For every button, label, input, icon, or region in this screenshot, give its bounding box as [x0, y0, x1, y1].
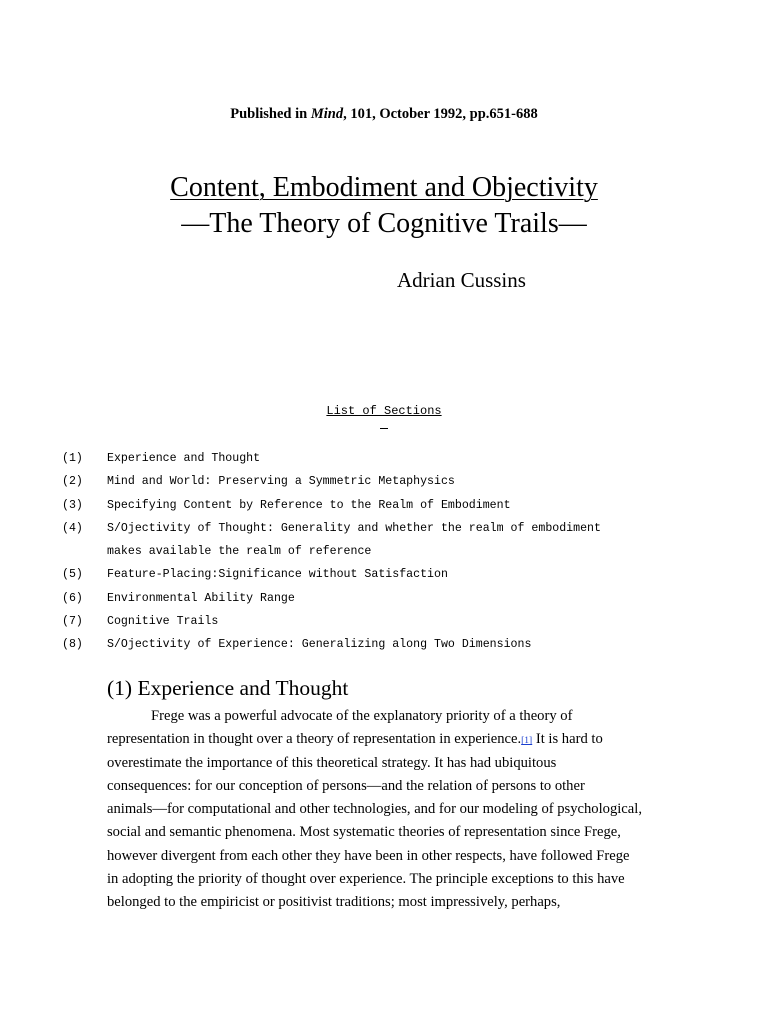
body-paragraph [107, 705, 667, 915]
toc-item-number: (4) [62, 521, 83, 535]
paragraph-line-text: representation in thought over a theory of representation in experience. [107, 731, 522, 748]
publication-details: , 101, October 1992, pp.651-688 [343, 106, 538, 122]
paragraph-line: animals—for computational and other technologies, and for our modeling of psychological, [107, 801, 642, 818]
toc-item [62, 521, 742, 544]
toc-item-text: Experience and Thought [107, 452, 261, 465]
author-name: Adrian Cussins [397, 268, 526, 292]
toc-item [62, 451, 742, 474]
paper-title [0, 170, 768, 242]
toc-item [62, 498, 742, 521]
toc-item-number: (6) [62, 591, 83, 605]
paragraph-line: however divergent from each other they have been in other respects, have followed Frege [107, 847, 630, 864]
toc-item-number: (8) [62, 638, 83, 652]
footnote-link[interactable]: [1] [521, 736, 533, 747]
toc-item-text: Mind and World: Preserving a Symmetric Metaphysics [107, 475, 455, 489]
toc-item-number [62, 544, 107, 567]
title-line-1: Content, Embodiment and Objectivity [170, 172, 598, 203]
paragraph-line: in adopting the priority of thought over experience. The principle exceptions to this have [107, 871, 625, 888]
toc-item-number: (1) [62, 452, 83, 465]
toc-item-text: S/Ojectivity of Experience: Generalizing along Two Dimensions [107, 638, 532, 652]
publication-prefix: Published in [230, 106, 311, 122]
paragraph-line: Frege was a powerful advocate of the explanatory priority of a theory of [151, 708, 573, 724]
toc-heading: List of Sections [326, 404, 442, 418]
journal-name: Mind [310, 106, 344, 122]
paragraph-line-tail: It is hard to [532, 731, 603, 748]
paragraph-line: social and semantic phenomena. Most systematic theories of representation since Frege, [107, 824, 621, 841]
toc-item-number: (2) [62, 475, 83, 489]
toc-item [62, 614, 742, 637]
toc-item [62, 591, 742, 614]
toc-item-number: (5) [62, 568, 83, 582]
paragraph-line [107, 728, 667, 751]
title-line-2: —The Theory of Cognitive Trails— [181, 208, 587, 239]
publication-info [0, 106, 768, 123]
toc-item [62, 567, 742, 590]
toc-item-text: S/Ojectivity of Thought: Generality and whether the realm of embodiment [107, 521, 601, 535]
section-heading: (1) Experience and Thought [107, 676, 349, 700]
toc-item-text: Feature-Placing:Significance without Satisfaction [107, 568, 448, 582]
toc-item [62, 637, 742, 660]
toc-divider [380, 428, 388, 429]
toc-item-continuation [62, 544, 742, 567]
paragraph-line: belonged to the empiricist or positivist traditions; most impressively, perhaps, [107, 894, 561, 911]
table-of-contents [62, 451, 742, 661]
toc-item [62, 474, 742, 497]
toc-item-text: Environmental Ability Range [107, 591, 295, 605]
toc-item-number: (7) [62, 615, 83, 629]
toc-item-text: makes available the realm of reference [107, 545, 372, 559]
toc-item-text: Cognitive Trails [107, 615, 219, 629]
paragraph-line: overestimate the importance of this theoretical strategy. It has had ubiquitous [107, 754, 557, 771]
toc-item-number: (3) [62, 498, 83, 512]
paragraph-line: consequences: for our conception of persons—and the relation of persons to other [107, 777, 585, 794]
toc-item-text: Specifying Content by Reference to the Realm of Embodiment [107, 498, 511, 512]
